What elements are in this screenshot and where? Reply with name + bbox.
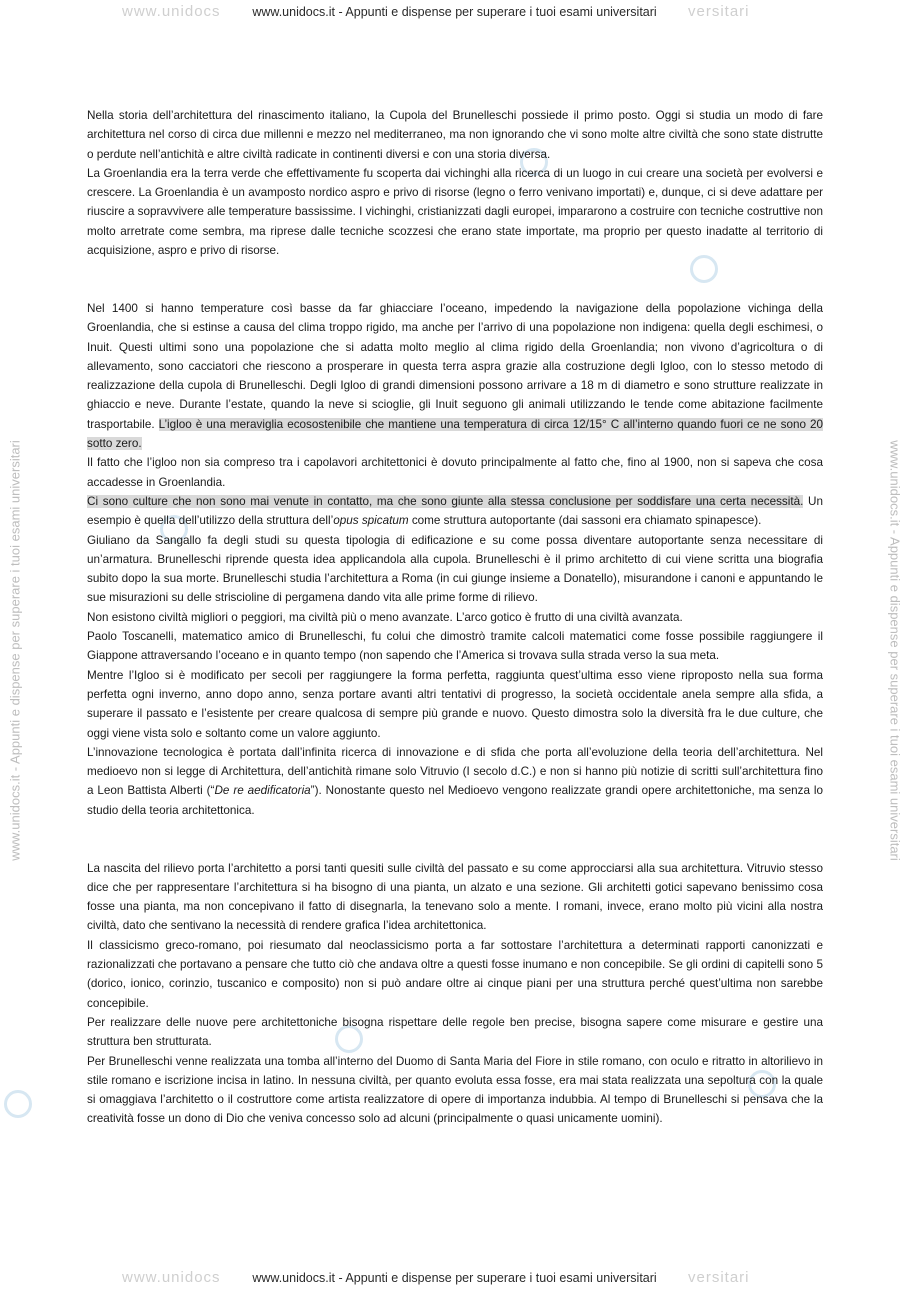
text-run: Nel 1400 si hanno temperature così basse da far ghiacciare l’oceano, impedendo la navigazione della popolazione vichinga della Groenlandia, che si estinse a causa del clima troppo rigido, ma anche per l’arrivo di una popolazione non indigena: quella degli eschimesi, o Inuit. Questi ultimi sono una popolazione che si adatta molto meglio al clima rigido della Groenlandia; non vivono d’agricoltura o di allevamento, sono cacciatori che riescono a prosperare in questa terra aspra grazie alla costruzione degli Igloo, con lo stesso metodo di realizzazione della cupola di Brunelleschi. Degli Igloo di grandi dimensioni possono arrivare a 18 m di diametro e sono strutture realizzate in ghiaccio e neve. Durante l’estate, quando la neve si scioglie, gli Inuit seguono gli animali utilizzando le tende come abitazione facilmente trasportabile. xyxy=(87,301,823,431)
ghost-watermark-left: www.unidocs xyxy=(122,3,221,20)
paragraph: Per Brunelleschi venne realizzata una tomba all’interno del Duomo di Santa Maria del Fiore in stile romano, con oculo e ritratto in altorilievo in stile romano e iscrizione incisa in latino. In nessuna civiltà, per quanto evoluta essa fosse, era mai stata realizzata una sepoltura con la quale si omaggiava l’architetto o il costruttore come artista realizzatore di opere di importanza indubbia. Al tempo di Brunelleschi si pensava che la creatività fosse un dono di Dio che veniva concesso solo ad alcuni (principalmente o quasi unicamente uomini). xyxy=(87,1054,823,1126)
paragraph xyxy=(87,492,823,531)
paragraph: Non esistono civiltà migliori o peggiori, ma civiltà più o meno avanzate. L’arco gotico è frutto di una civiltà avanzata. xyxy=(87,610,683,624)
paragraph: Paolo Toscanelli, matematico amico di Brunelleschi, fu colui che dimostrò tramite calcoli matematici come fosse possibile raggiungere il Giappone attraversando l’oceano e in quanto tempo (non sapendo che l’America si trovava sulla strada verso la sua meta. xyxy=(87,630,823,663)
paragraph: Il classicismo greco-romano, poi riesumato dal neoclassicismo porta a far sottostare l’architettura a determinati rapporti canonizzati e razionalizzati che portavano a pensare che tutto ciò che andava oltre a questi fosse inumano e non concepibile. Se gli ordini di capitelli sono 5 (dorico, ionico, corinzio, tuscanico e composito) non si può andare oltre ai cinque piani per una struttura perché quest’ultima non sarebbe concepibile. xyxy=(87,938,823,1010)
header-watermark-banner xyxy=(0,1,909,23)
paragraph: Giuliano da Sangallo fa degli studi su questa tipologia di edificazione e su come possa diventare autoportante senza necessitare di un’armatura. Brunelleschi riprende questa idea applicandola alla cupola. Brunelleschi è il primo architetto di cui viene scritta una biografia subito dopo la sua morte. Brunelleschi studia l’architettura a Roma (in cui giunge insieme a Donatello), misurandone i canoni e appuntando le sue misurazioni su delle striscioline di pergamena dando vita alle prime forme di rilievo. xyxy=(87,533,823,605)
paragraph: La nascita del rilievo porta l’architetto a porsi tanti quesiti sulle civiltà del passato e su come approcciarsi alla sua architettura. Vitruvio stesso dice che per rappresentare l’architettura si ha bisogno di una pianta, un alzato e una sezione. Gli architetti gotici sapevano benissimo cosa fosse una pianta, ma non concepivano il fatto di disegnarla, la tenevano solo a mente. I romani, invece, erano molto più vicini alla nostra civiltà, dato che sentivano la necessità di rendere grafica l’idea architettonica. xyxy=(87,861,823,933)
text-run: ”). Nonostante questo nel Medioevo vengono realizzate grandi opere architettoniche, ma senza lo studio della teoria architettonica. xyxy=(87,784,823,817)
italic-title: De re aedificatoria xyxy=(214,784,311,798)
ghost-watermark-left: www.unidocs xyxy=(122,1269,221,1286)
left-side-watermark: www.unidocs.it - Appunti e dispense per superare i tuoi esami universitari xyxy=(7,440,23,861)
paragraph: Per realizzare delle nuove pere architettoniche bisogna rispettare delle regole ben precise, bisogna sapere come misurare e gestire una struttura ben strutturata. xyxy=(87,1015,823,1049)
text-run: L’innovazione tecnologica è portata dall’infinita ricerca di innovazione e di sfida che porta all’evoluzione della teoria dell’architettura. Nel medioevo non si legge di Architettura, dell’antichità rimane solo Vitruvio (I secolo d.C.) e non si hanno più notizie di scritti sull’architettura fino a Leon Battista Alberti (“ xyxy=(87,745,823,798)
italic-term: opus spicatum xyxy=(333,514,409,528)
paragraph: Mentre l’Igloo si è modificato per secoli per raggiungere la forma perfetta, raggiunta quest’ultima esso viene riproposto nella sua forma perfetta ogni inverno, anno dopo anno, senza portare avanti altri tentativi di progresso, la società occidentale anela sempre alla sfida, a superare il passato e l’esistente per creare qualcosa di sempre più grande e nuovo. Questo dimostra solo la diversità fra le due culture, che oggi viene vista solo e soltanto come un valore aggiunto. xyxy=(87,668,823,740)
right-side-watermark: www.unidocs.it - Appunti e dispense per superare i tuoi esami universitari xyxy=(887,440,903,861)
paragraph: La Groenlandia era la terra verde che effettivamente fu scoperta dai vichinghi alla ricerca di un luogo in cui creare una società per evolversi e crescere. La Groenlandia è un avamposto nordico aspro e privo di risorse (legno o ferro venivano importati) e, dunque, ci si deve adattare per riuscire a sopravvivere alle temperature bassissime. I vichinghi, cristianizzati dagli europei, impararono a costruire con tecniche costruttive non molto arretrate come sembra, ma riprese dalle tecniche scozzesi che erano state importate, ma proprio per questo inadatte al territorio di acquisizione, aspro e privo di risorse. xyxy=(87,166,823,258)
header-watermark-text: www.unidocs.it - Appunti e dispense per superare i tuoi esami universitari xyxy=(252,5,657,19)
unidocs-logo-icon xyxy=(4,1090,32,1118)
highlighted-text: L’igloo è una meraviglia ecosostenibile che mantiene una temperatura di circa 12/15° C all’interno quando fuori ce ne sono 20 sotto zero. xyxy=(87,417,823,451)
paragraph xyxy=(87,743,823,820)
text-run: come struttura autoportante (dai sassoni era chiamato spinapesce). xyxy=(408,514,762,528)
paragraph: Il fatto che l’igloo non sia compreso tra i capolavori architettonici è dovuto principalmente al fatto che, fino al 1900, non si sapeva che cosa accadesse in Groenlandia. xyxy=(87,456,823,489)
text-run: Un esempio è quella dell’utilizzo della struttura dell’ xyxy=(87,494,823,528)
paragraph xyxy=(87,299,823,453)
paragraph: Nella storia dell’architettura del rinascimento italiano, la Cupola del Brunelleschi possiede il primo posto. Oggi si studia un modo di fare architettura nel corso di circa due millenni e mezzo nel mediterraneo, ma non ignorando che vi sono molte altre civiltà che sono state distrutte o perdute nell’antichità e altre civiltà radicate in continenti diversi e con una storia diversa. xyxy=(87,109,823,161)
footer-watermark-text: www.unidocs.it - Appunti e dispense per superare i tuoi esami universitari xyxy=(252,1271,657,1285)
ghost-watermark-right: versitari xyxy=(688,1269,750,1286)
document-body xyxy=(87,106,823,1129)
ghost-watermark-right: versitari xyxy=(688,3,750,20)
highlighted-text: Ci sono culture che non sono mai venute in contatto, ma che sono giunte alla stessa conclusione per soddisfare una certa necessità. xyxy=(87,494,804,508)
